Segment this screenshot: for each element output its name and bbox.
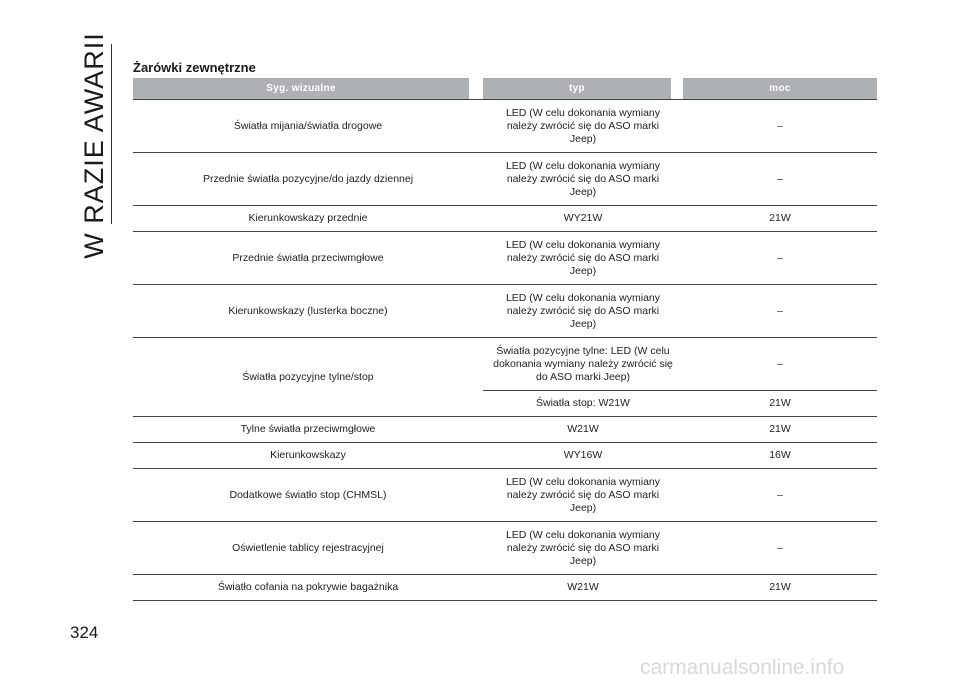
table-row [133, 443, 877, 469]
row-name: Światła pozycyjne tylne/stop [242, 371, 374, 383]
row-type: Światła stop: W21W [536, 397, 630, 409]
row-power: – [777, 251, 783, 264]
row-name: Przednie światła przeciwmgłowe [232, 251, 384, 264]
row-name: Dodatkowe światło stop (CHMSL) [229, 488, 387, 501]
table-row [133, 575, 877, 601]
table-row [133, 232, 877, 285]
row-power: – [777, 172, 783, 185]
row-name: Tylne światła przeciwmgłowe [240, 423, 376, 435]
row-type: Światła pozycyjne tylne: LED (W celu dokonania wymiany należy zwrócić się do ASO marki Jeep) [493, 344, 673, 383]
row-type: LED (W celu dokonania wymiany należy zwrócić się do ASO marki Jeep) [505, 106, 661, 145]
table-row [133, 469, 877, 522]
table-row [133, 522, 877, 575]
row-type: LED (W celu dokonania wymiany należy zwrócić się do ASO marki Jeep) [505, 475, 661, 514]
row-type: LED (W celu dokonania wymiany należy zwrócić się do ASO marki Jeep) [505, 159, 661, 198]
table-row-group [133, 338, 877, 417]
row-power: – [777, 119, 783, 132]
table-row [133, 285, 877, 338]
row-power: – [777, 488, 783, 501]
row-name: Przednie światła pozycyjne/do jazdy dziennej [202, 172, 414, 185]
row-type: WY16W [563, 449, 603, 461]
row-power: – [777, 541, 783, 554]
header-power: moc [683, 78, 877, 99]
section-title: Żarówki zewnętrzne [133, 60, 256, 75]
row-name: Kierunkowskazy (lusterka boczne) [228, 304, 388, 317]
watermark: carmanualsonline.info [640, 656, 845, 679]
row-type: W21W [567, 423, 599, 435]
table-row [133, 206, 877, 232]
table-row [133, 99, 877, 153]
row-type: LED (W celu dokonania wymiany należy zwrócić się do ASO marki Jeep) [505, 238, 661, 277]
chapter-title-vertical [76, 31, 112, 259]
row-power: 16W [769, 449, 791, 461]
chapter-title-text: W RAZIE AWARII [78, 31, 109, 259]
row-type: LED (W celu dokonania wymiany należy zwrócić się do ASO marki Jeep) [505, 291, 661, 330]
header-signal: Syg. wizualne [133, 78, 469, 99]
row-name: Oświetlenie tablicy rejestracyjnej [232, 541, 384, 554]
row-power: – [777, 357, 783, 370]
header-type: typ [483, 78, 671, 99]
row-subrows [483, 338, 877, 416]
bulb-table [133, 78, 877, 601]
row-type: LED (W celu dokonania wymiany należy zwrócić się do ASO marki Jeep) [505, 528, 661, 567]
table-row [133, 153, 877, 206]
row-power: 21W [769, 581, 791, 593]
row-power: 21W [769, 212, 791, 224]
table-row [133, 417, 877, 443]
row-name: Światła mijania/światła drogowe [233, 119, 383, 132]
table-header [133, 78, 877, 99]
row-name: Kierunkowskazy przednie [248, 212, 368, 224]
row-power: 21W [769, 397, 791, 409]
row-name: Światło cofania na pokrywie bagażnika [217, 581, 399, 593]
table-subrow [483, 391, 877, 416]
row-type: WY21W [563, 212, 603, 224]
row-power: 21W [769, 423, 791, 435]
chapter-divider [111, 44, 112, 224]
row-type: W21W [567, 581, 599, 593]
table-subrow [483, 338, 877, 391]
row-power: – [777, 304, 783, 317]
page-number: 324 [70, 623, 99, 642]
row-name: Kierunkowskazy [270, 449, 346, 461]
